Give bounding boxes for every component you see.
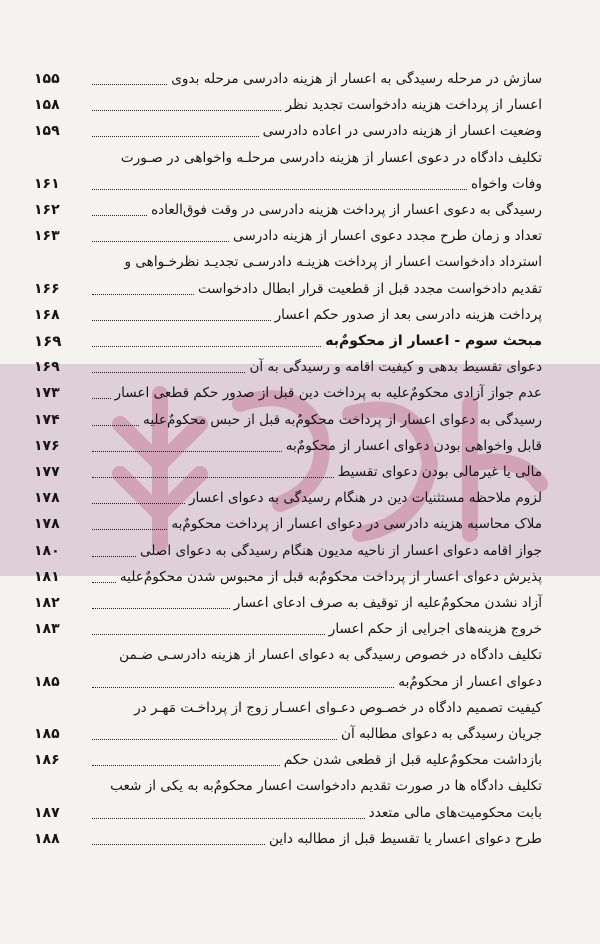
- toc-entry-title: آزاد نشدن محکومٌ‌علیه از توقیف به صرف ادعای اعسار: [233, 595, 542, 611]
- toc-heading[interactable]: [34, 328, 542, 354]
- dot-leader: [92, 346, 321, 347]
- toc-page-number: ۱۶۱: [34, 175, 60, 192]
- dot-leader: [92, 294, 194, 295]
- toc-entry-title: جواز اقامه دعوای اعسار از ناحیه مدیون هنگام رسیدگی به دعوای اصلی: [139, 542, 542, 559]
- toc-page-number: ۱۸۶: [34, 752, 60, 769]
- toc-entry[interactable]: [34, 800, 542, 826]
- toc-entry[interactable]: [34, 590, 542, 616]
- toc-entry-title: دعوای تقسیط بدهی و کیفیت اقامه و رسیدگی به آن: [249, 359, 542, 376]
- toc-entry-title: لزوم ملاحظه مستثنیات دین در هنگام رسیدگی به دعوای اعسار: [188, 490, 542, 507]
- toc-entry[interactable]: [34, 642, 542, 668]
- toc-entry[interactable]: [34, 826, 542, 852]
- toc-page-number: ۱۷۸: [34, 490, 60, 507]
- dot-leader: [92, 320, 271, 321]
- toc-page-number: ۱۶۹: [34, 359, 60, 376]
- toc-entry[interactable]: [34, 459, 542, 485]
- toc-entry-title: خروج هزینه‌های اجرایی از حکم اعسار: [328, 621, 542, 638]
- toc-entry[interactable]: [34, 747, 542, 773]
- dot-leader: [92, 687, 394, 688]
- dot-leader: [92, 739, 337, 740]
- dot-leader: [92, 372, 245, 373]
- toc-entry[interactable]: [34, 538, 542, 564]
- toc-entry[interactable]: [34, 616, 542, 642]
- toc-entry[interactable]: [34, 66, 542, 92]
- toc-entry-title: تکلیف دادگاه ها در صورت تقدیم دادخواست اعسار محکومٌ‌به به یکی از شعب: [110, 778, 542, 795]
- toc-page-number: ۱۶۸: [34, 306, 60, 323]
- toc-entry[interactable]: [34, 721, 542, 747]
- toc-page-number: ۱۷۷: [34, 464, 60, 480]
- toc-entry-title: سازش در مرحله رسیدگی به اعسار از هزینه دادرسی مرحله بدوی: [171, 71, 542, 87]
- toc-page-number: ۱۶۹: [34, 332, 62, 350]
- toc-entry-title: کیفیت تصمیم دادگاه در خصـوص دعـوای اعسـار زوج از پرداخـت مَهـر در: [134, 699, 542, 716]
- toc-page-number: ۱۸۰: [34, 542, 60, 559]
- toc-page-number: ۱۵۵: [34, 71, 60, 87]
- toc-entry-title: عدم جواز آزادی محکومٌ‌علیه به پرداخت دین قبل از صدور حکم قطعی اعسار: [114, 385, 542, 402]
- toc-page-number: ۱۶۳: [34, 228, 60, 245]
- toc-entry[interactable]: [34, 773, 542, 799]
- dot-leader: [92, 215, 147, 216]
- toc-entry-title: مبحث سوم - اعسار از محکومٌ‌به: [325, 333, 542, 349]
- toc-page-number: ۱۸۸: [34, 830, 60, 847]
- dot-leader: [92, 398, 111, 399]
- toc-page-number: ۱۵۹: [34, 123, 60, 140]
- dot-leader: [92, 765, 280, 766]
- toc-entry-title: طرح دعوای اعسار یا تقسیط قبل از مطالبه داین: [268, 830, 542, 847]
- toc-entry[interactable]: [34, 145, 542, 171]
- toc-entry[interactable]: [34, 354, 542, 380]
- toc-entry[interactable]: [34, 197, 542, 223]
- dot-leader: [92, 451, 282, 452]
- dot-leader: [92, 529, 167, 530]
- toc-page-number: ۱۷۶: [34, 437, 60, 454]
- toc-entry-title: قابل واخواهی بودن دعوای اعسار از محکومٌ‌به: [285, 437, 542, 454]
- toc-page-number: ۱۶۲: [34, 202, 60, 218]
- dot-leader: [92, 136, 259, 137]
- toc-page-number: ۱۸۲: [34, 595, 60, 611]
- toc-entry[interactable]: [34, 511, 542, 537]
- dot-leader: [92, 818, 365, 819]
- toc-page-number: ۱۸۳: [34, 621, 60, 638]
- dot-leader: [92, 608, 230, 609]
- toc-entry-title: وفات واخواه: [471, 175, 542, 192]
- toc-entry[interactable]: [34, 380, 542, 406]
- toc-page-number: ۱۸۵: [34, 726, 60, 742]
- toc-entry-title: تکلیف دادگاه در خصوص رسیدگی به دعوای اعسار از هزینه دادرسـی ضـمن: [119, 647, 542, 664]
- dot-leader: [92, 110, 281, 111]
- toc-entry-title: تعداد و زمان طرح مجدد دعوی اعسار از هزینه دادرسی: [233, 228, 542, 245]
- toc-entry[interactable]: [34, 171, 542, 197]
- toc-entry[interactable]: [34, 92, 542, 118]
- toc-entry-title: تکلیف دادگاه در دعوی اعسار از هزینه دادرسی مرحلـه واخواهی در صـورت: [120, 149, 542, 166]
- toc-page-number: ۱۸۷: [34, 804, 60, 821]
- toc-entry-title: تقدیم دادخواست مجدد قبل از قطعیت قرار ابطال دادخواست: [197, 280, 542, 297]
- dot-leader: [92, 582, 116, 583]
- toc-page-number: ۱۷۸: [34, 516, 60, 533]
- dot-leader: [92, 503, 185, 504]
- toc-entry[interactable]: [34, 485, 542, 511]
- toc-entry[interactable]: [34, 407, 542, 433]
- toc-entry-title: دعوای اعسار از محکومٌ‌به: [398, 673, 542, 690]
- toc-entry[interactable]: [34, 223, 542, 249]
- toc-entry[interactable]: [34, 669, 542, 695]
- toc-entry-title: استرداد دادخواست اعسار از پرداخت هزینـه دادرسـی تجدیـد نظرخـواهی و: [124, 254, 542, 271]
- toc-entry-title: بابت محکومیت‌های مالی متعدد: [368, 804, 542, 821]
- dot-leader: [92, 634, 325, 635]
- toc-entry-title: جریان رسیدگی به دعوای مطالبه آن: [341, 726, 542, 742]
- toc-entry[interactable]: [34, 118, 542, 144]
- dot-leader: [92, 241, 229, 242]
- toc-entry-title: رسیدگی به دعوی اعسار از پرداخت هزینه دادرسی در وقت فوق‌العاده: [151, 202, 542, 218]
- toc-entry-title: مالی یا غیرمالی بودن دعوای تقسیط: [337, 464, 542, 480]
- toc-entry[interactable]: [34, 564, 542, 590]
- toc-entry[interactable]: [34, 276, 542, 302]
- toc-entry[interactable]: [34, 695, 542, 721]
- dot-leader: [92, 477, 334, 478]
- toc-entry-title: اعسار از پرداخت هزینه دادخواست تجدید نظر: [285, 97, 542, 114]
- toc-entry-title: بازداشت محکومٌ‌علیه قبل از قطعی شدن حکم: [283, 752, 542, 769]
- dot-leader: [92, 84, 167, 85]
- toc-entry[interactable]: [34, 433, 542, 459]
- dot-leader: [92, 556, 136, 557]
- toc-entry-title: وضعیت اعسار از هزینه دادرسی در اعاده دادرسی: [262, 123, 542, 140]
- toc-page-number: ۱۸۱: [34, 568, 60, 585]
- dot-leader: [92, 844, 265, 845]
- toc-entry-title: ملاک محاسبه هزینه دادرسی در دعوای اعسار از پرداخت محکومٌ‌به: [171, 516, 542, 533]
- toc-page-number: ۱۸۵: [34, 673, 60, 690]
- toc-entry[interactable]: [34, 302, 542, 328]
- dot-leader: [92, 189, 467, 190]
- toc-page-number: ۱۶۶: [34, 280, 60, 297]
- toc-entry-title: رسیدگی به دعوای اعسار از پرداخت محکومٌ‌به قبل از حبس محکومٌ‌علیه: [143, 411, 542, 428]
- toc-page-number: ۱۷۳: [34, 385, 60, 402]
- toc-entry-title: پذیرش دعوای اعسار از پرداخت محکومٌ‌به قبل از محبوس شدن محکومٌ‌علیه: [119, 568, 542, 585]
- toc-entry-title: پرداخت هزینه دادرسی بعد از صدور حکم اعسار: [274, 306, 542, 323]
- toc-page-number: ۱۷۴: [34, 411, 60, 428]
- toc-entry[interactable]: [34, 249, 542, 275]
- toc-page-number: ۱۵۸: [34, 97, 60, 114]
- dot-leader: [92, 425, 139, 426]
